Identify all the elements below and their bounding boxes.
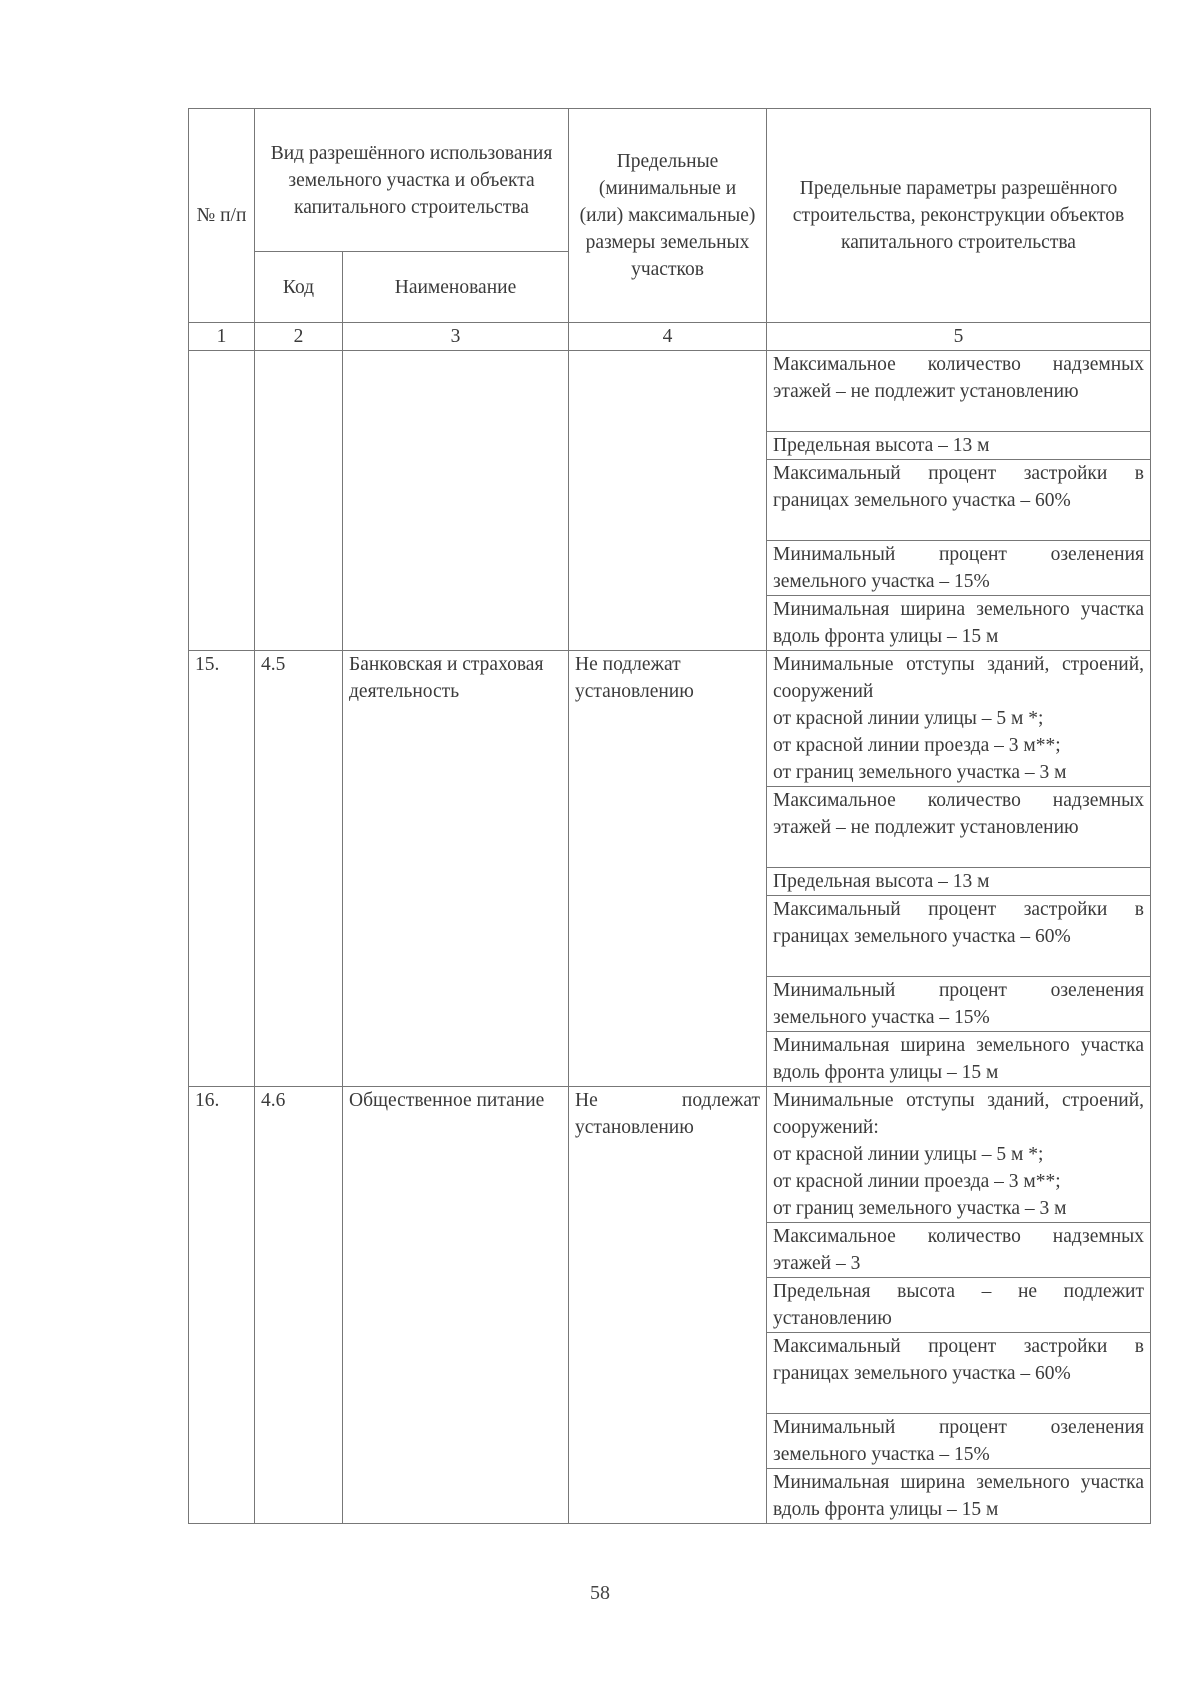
param-line: от границ земельного участка – 3 м: [773, 1198, 1067, 1219]
header-vid: Вид разрешённого использования земельного участка и объекта капитального строительства: [255, 109, 569, 252]
header-num: № п/п: [189, 109, 255, 323]
column-number-row: [189, 323, 1151, 351]
col-number-5: 5: [767, 323, 1151, 351]
row-sizes: Не подлежат установлению: [569, 1087, 767, 1524]
param-cell: Максимальный процент застройки в границах земельного участка – 60%: [767, 1333, 1151, 1414]
param-cell: Максимальное количество надземных этажей – не подлежит установлению: [767, 787, 1151, 868]
col-number-1: 1: [189, 323, 255, 351]
param-line: от границ земельного участка – 3 м: [773, 762, 1067, 783]
param-cell: Минимальный процент озеленения земельного участка – 15%: [767, 541, 1151, 596]
header-kod: Код: [255, 252, 343, 323]
col-number-2: 2: [255, 323, 343, 351]
col-number-4: 4: [569, 323, 767, 351]
table-row: [189, 651, 1151, 787]
param-cell: Максимальное количество надземных этажей – 3: [767, 1223, 1151, 1278]
row-code: [255, 351, 343, 651]
header-params: Предельные параметры разрешённого строительства, реконструкции объектов капитального строительства: [767, 109, 1151, 323]
row-code: 4.6: [255, 1087, 343, 1524]
param-cell: Предельная высота – 13 м: [767, 868, 1151, 896]
param-cell: Предельная высота – 13 м: [767, 432, 1151, 460]
row-num: 16.: [189, 1087, 255, 1524]
table-row: [189, 351, 1151, 432]
param-cell: Максимальный процент застройки в границах земельного участка – 60%: [767, 896, 1151, 977]
param-line: Минимальные отступы зданий, строений, сооружений: [773, 654, 1145, 702]
header-row: [189, 109, 1151, 252]
param-cell: Минимальная ширина земельного участка вдоль фронта улицы – 15 м: [767, 1469, 1151, 1524]
param-cell: Предельная высота – не подлежит установлению: [767, 1278, 1151, 1333]
row-num: [189, 351, 255, 651]
header-name: Наименование: [343, 252, 569, 323]
param-cell: [767, 1087, 1151, 1223]
param-cell: Минимальный процент озеленения земельного участка – 15%: [767, 1414, 1151, 1469]
param-line: Минимальные отступы зданий, строений, сооружений:: [773, 1090, 1145, 1138]
param-line: от красной линии проезда – 3 м**;: [773, 735, 1061, 756]
col-number-3: 3: [343, 323, 569, 351]
row-code: 4.5: [255, 651, 343, 1087]
param-cell: [767, 651, 1151, 787]
row-num: 15.: [189, 651, 255, 1087]
row-name: Банковская и страховая деятельность: [343, 651, 569, 1087]
param-cell: Минимальная ширина земельного участка вдоль фронта улицы – 15 м: [767, 1032, 1151, 1087]
row-sizes: Не подлежат установлению: [569, 651, 767, 1087]
param-cell: Максимальный процент застройки в границах земельного участка – 60%: [767, 460, 1151, 541]
param-cell: Минимальная ширина земельного участка вдоль фронта улицы – 15 м: [767, 596, 1151, 651]
row-name: Общественное питание: [343, 1087, 569, 1524]
param-line: от красной линии проезда – 3 м**;: [773, 1171, 1061, 1192]
param-cell: Минимальный процент озеленения земельного участка – 15%: [767, 977, 1151, 1032]
param-line: от красной линии улицы – 5 м *;: [773, 1144, 1044, 1165]
page-number: 58: [590, 1582, 610, 1604]
row-sizes: [569, 351, 767, 651]
header-sizes: Предельные (минимальные и (или) максимальные) размеры земельных участков: [569, 109, 767, 323]
param-line: от красной линии улицы – 5 м *;: [773, 708, 1044, 729]
param-cell: Максимальное количество надземных этажей – не подлежит установлению: [767, 351, 1151, 432]
row-name: [343, 351, 569, 651]
zoning-table: [188, 108, 1151, 1524]
table-row: [189, 1087, 1151, 1223]
